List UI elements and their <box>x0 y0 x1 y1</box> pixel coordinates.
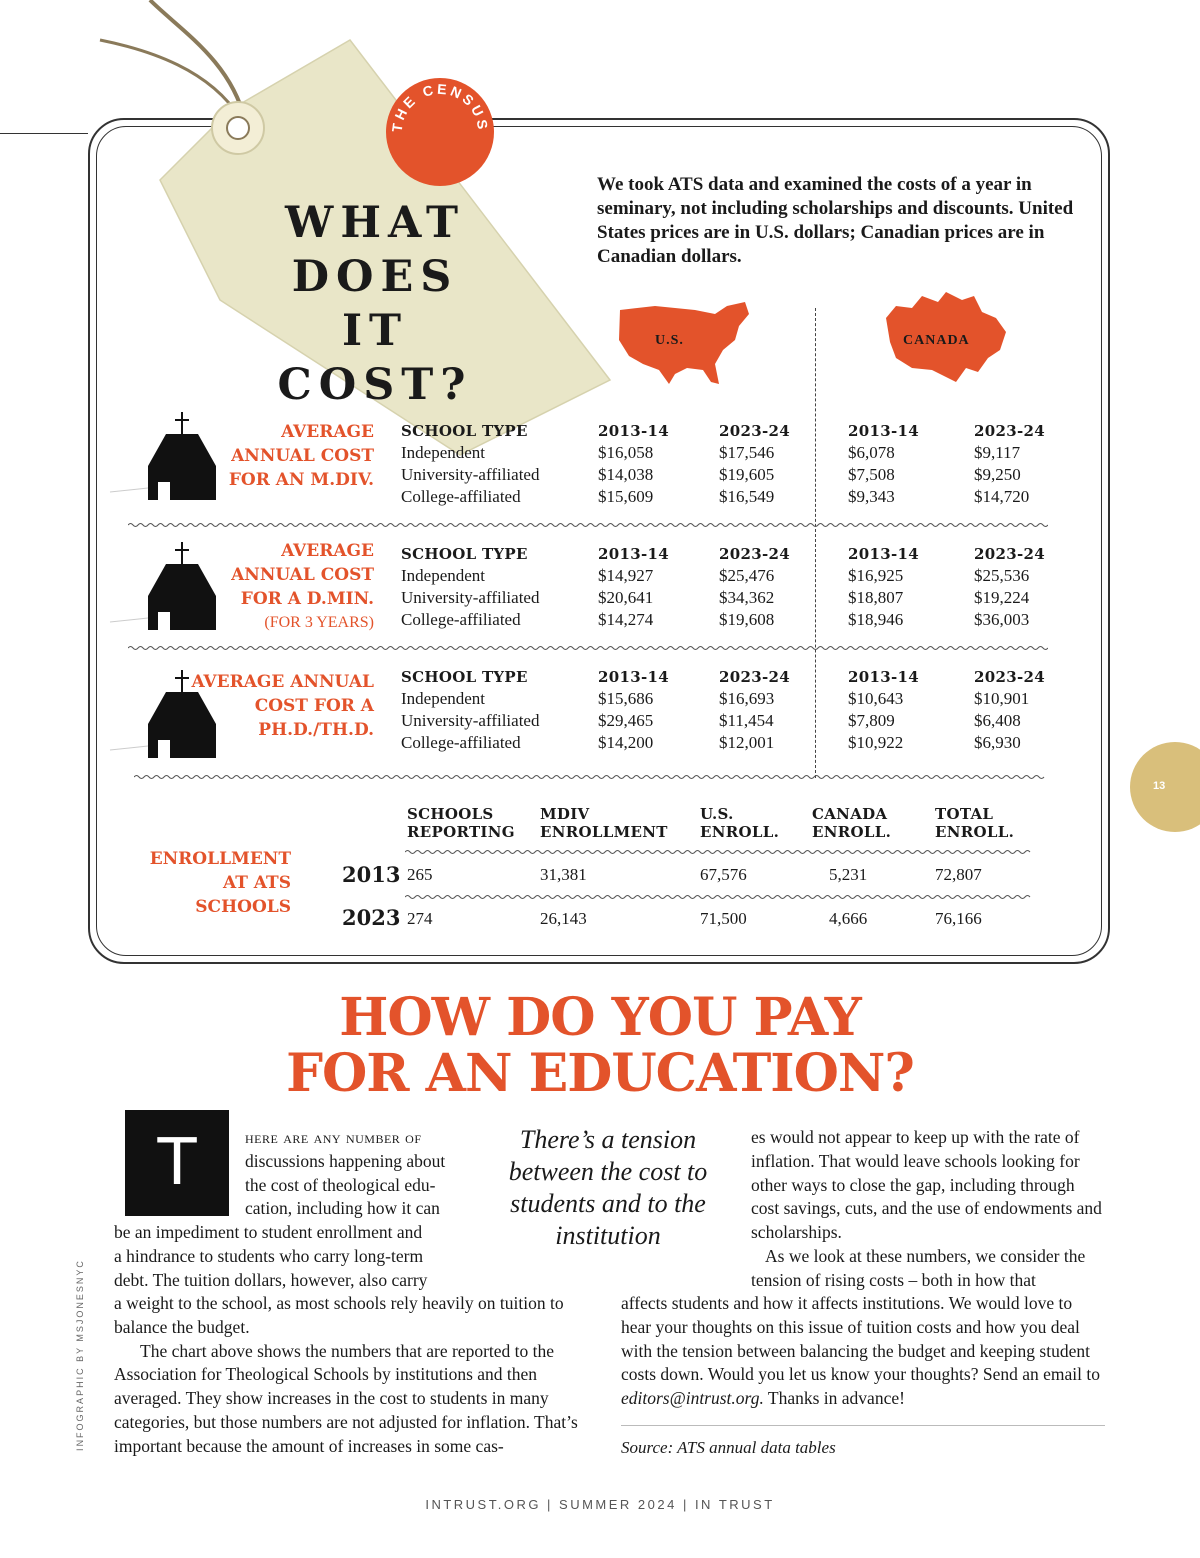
table-cell: 72,807 <box>935 865 982 884</box>
mdiv-section-label <box>200 420 374 492</box>
headline-line-1: HOW DO YOU PAY <box>339 987 861 1048</box>
table-cell: $16,693 <box>719 689 775 708</box>
table-cell: College-affiliated <box>401 733 521 752</box>
table-cell: $18,946 <box>848 610 904 629</box>
email-link[interactable]: editors@intrust.org. <box>621 1388 764 1409</box>
table-cell: $16,549 <box>719 487 775 506</box>
table-cell: $36,003 <box>974 610 1030 629</box>
table-cell: $12,001 <box>719 733 775 752</box>
side-credit: INFOGRAPHIC BY MSJONESNYC <box>75 1259 85 1451</box>
column-header: 2023-24 <box>719 422 790 440</box>
table-cell: 4,666 <box>829 909 868 928</box>
dmin-section-label <box>200 539 374 635</box>
year-2023: 2023 <box>342 905 401 930</box>
title-line-1: WHAT <box>285 198 465 248</box>
article-headline <box>0 987 1200 1104</box>
country-divider <box>815 308 816 778</box>
label-line: COST FOR A <box>254 696 374 716</box>
title-line-2: DOES IT <box>291 252 459 356</box>
table-cell: $10,901 <box>974 689 1030 708</box>
table-cell: $9,117 <box>974 443 1021 462</box>
table-cell: 26,143 <box>540 909 587 928</box>
dmin-ca-2023-col <box>974 543 1045 631</box>
page-title <box>250 196 500 412</box>
us-map-label: U.S. <box>655 333 684 348</box>
table-cell: $9,343 <box>848 487 895 506</box>
table-cell: Independent <box>401 566 486 585</box>
header-canada-enroll <box>812 805 891 841</box>
table-cell: $19,224 <box>974 588 1030 607</box>
column-header: 2013-14 <box>848 545 919 563</box>
source-note: Source: ATS annual data tables <box>621 1438 836 1457</box>
enrollment-label <box>140 847 291 919</box>
table-cell: College-affiliated <box>401 487 521 506</box>
table-cell: $14,274 <box>598 610 654 629</box>
label-line: SCHOOLS <box>195 897 291 917</box>
paragraph <box>621 1292 1105 1411</box>
paragraph: The chart above shows the numbers that are reported to the Association for Theological Schools by institutions and then averaged. They show increases in the cost to students in many categories, but those numbers are not adjusted for inflation. That’s important because the amount of increases in some cas- <box>114 1340 578 1456</box>
header-line: ENROLLMENT <box>540 823 668 841</box>
header-line: TOTAL <box>935 805 994 823</box>
phd-ca-2023-col <box>974 666 1045 754</box>
table-cell: University-affiliated <box>401 465 540 484</box>
table-cell: $19,608 <box>719 610 775 629</box>
source-rule <box>621 1425 1105 1426</box>
column-header: 2013-14 <box>848 422 919 440</box>
lead-text: here are any number of <box>245 1127 422 1147</box>
mdiv-ca-2013-col <box>848 420 919 508</box>
title-line-3: COST? <box>277 360 473 410</box>
column-header: 2023-24 <box>974 545 1045 563</box>
header-line: MDIV <box>540 805 590 823</box>
label-line: ENROLLMENT <box>149 849 291 869</box>
label-line: AVERAGE <box>281 541 374 561</box>
table-cell: $7,809 <box>848 711 895 730</box>
column-header: SCHOOL TYPE <box>401 668 528 686</box>
text-line: debt. The tuition dollars, however, also carry <box>114 1269 428 1290</box>
article-col3 <box>751 1126 1103 1293</box>
column-header: 2013-14 <box>848 668 919 686</box>
article-col1-indent <box>245 1126 485 1221</box>
page-number: 13 <box>1153 780 1166 792</box>
table-cell: $9,250 <box>974 465 1021 484</box>
header-line: ENROLL. <box>935 823 1015 841</box>
mdiv-school-type-col <box>401 420 539 508</box>
dmin-us-2023-col <box>719 543 790 631</box>
wavy-divider <box>128 645 1048 651</box>
header-schools-reporting <box>407 805 515 841</box>
text-line: the cost of theological edu- <box>245 1174 436 1195</box>
column-header: SCHOOL TYPE <box>401 422 528 440</box>
table-cell: $25,536 <box>974 566 1030 585</box>
column-header: 2023-24 <box>719 668 790 686</box>
paragraph: As we look at these numbers, we consider the tension of rising costs – both in how that <box>751 1245 1086 1290</box>
header-mdiv-enrollment <box>540 805 668 841</box>
table-cell: $11,454 <box>719 711 774 730</box>
table-cell: $25,476 <box>719 566 775 585</box>
table-cell: 67,576 <box>700 865 747 884</box>
label-line: ANNUAL COST <box>231 565 374 585</box>
table-cell: $29,465 <box>598 711 654 730</box>
pull-quote: There’s a tension between the cost to students and to the institution <box>508 1125 708 1250</box>
table-cell: Independent <box>401 443 486 462</box>
phd-section-label <box>190 670 374 742</box>
table-cell: $16,058 <box>598 443 654 462</box>
table-cell: $16,925 <box>848 566 904 585</box>
column-header: 2023-24 <box>974 668 1045 686</box>
table-cell: College-affiliated <box>401 610 521 629</box>
mdiv-us-2013-col <box>598 420 669 508</box>
label-line: AT ATS <box>222 873 291 893</box>
table-cell: $14,927 <box>598 566 654 585</box>
text-span: Thanks in advance! <box>763 1388 905 1409</box>
badge-text: THE CENSUS <box>388 80 492 133</box>
article-col3-wide <box>621 1292 1105 1411</box>
column-header: SCHOOL TYPE <box>401 545 528 563</box>
page-footer: INTRUST.ORG | SUMMER 2024 | IN TRUST <box>425 1497 775 1512</box>
wavy-divider <box>134 774 1048 780</box>
table-cell: $19,605 <box>719 465 775 484</box>
headline-line-2: FOR AN EDUCATION? <box>286 1043 914 1104</box>
text-line: cation, including how it can <box>245 1198 440 1219</box>
text-span: affects students and how it affects institutions. We would love to hear your thoughts on this issue of tuition costs and how you deal with the tension between balancing the budget and keeping student costs down. Would you let us know your thoughts? Send an email to <box>621 1293 1100 1385</box>
wavy-divider <box>128 522 1048 528</box>
header-line: SCHOOLS <box>407 805 494 823</box>
table-cell: $34,362 <box>719 588 775 607</box>
text-line: discussions happening about <box>245 1150 446 1171</box>
column-header: 2023-24 <box>719 545 790 563</box>
label-line: AVERAGE ANNUAL <box>191 672 374 692</box>
table-cell: $6,930 <box>974 733 1021 752</box>
column-header: 2013-14 <box>598 668 669 686</box>
column-header: 2023-24 <box>974 422 1045 440</box>
table-cell: $10,922 <box>848 733 904 752</box>
phd-ca-2013-col <box>848 666 919 754</box>
label-line: ANNUAL COST <box>231 446 374 466</box>
mdiv-ca-2023-col <box>974 420 1045 508</box>
dmin-school-type-col <box>401 543 539 631</box>
header-line: U.S. <box>700 805 734 823</box>
label-subline: (FOR 3 YEARS) <box>264 614 374 631</box>
label-line: FOR AN M.DIV. <box>228 470 374 490</box>
header-line: REPORTING <box>407 823 515 841</box>
table-cell: University-affiliated <box>401 588 540 607</box>
wavy-divider <box>405 849 1031 855</box>
table-cell: $17,546 <box>719 443 775 462</box>
drop-cap: T <box>125 1110 229 1216</box>
table-cell: $14,200 <box>598 733 654 752</box>
table-cell: 71,500 <box>700 909 747 928</box>
table-cell: University-affiliated <box>401 711 540 730</box>
article-col1-wide <box>114 1292 594 1459</box>
lead-in <box>245 1126 485 1150</box>
table-cell: 265 <box>407 865 433 884</box>
header-line: ENROLL. <box>812 823 892 841</box>
dmin-us-2013-col <box>598 543 669 631</box>
table-cell: 274 <box>407 909 433 928</box>
table-cell: 31,381 <box>540 865 587 884</box>
label-line: PH.D./TH.D. <box>258 720 374 740</box>
table-cell: $15,686 <box>598 689 654 708</box>
table-cell: 76,166 <box>935 909 982 928</box>
table-cell: 5,231 <box>829 865 868 884</box>
table-cell: $6,078 <box>848 443 895 462</box>
article-col1 <box>114 1221 486 1292</box>
paragraph: a weight to the school, as most schools rely heavily on tuition to balance the budget. <box>114 1293 564 1337</box>
table-cell: $20,641 <box>598 588 654 607</box>
label-line: FOR A D.MIN. <box>240 589 374 609</box>
header-line: ENROLL. <box>700 823 780 841</box>
phd-us-2023-col <box>719 666 790 754</box>
mdiv-us-2023-col <box>719 420 790 508</box>
header-line: CANADA <box>812 805 888 823</box>
year-2013: 2013 <box>342 862 401 887</box>
table-cell: $18,807 <box>848 588 904 607</box>
phd-school-type-col <box>401 666 539 754</box>
table-cell: $7,508 <box>848 465 895 484</box>
canada-map-label: CANADA <box>903 333 970 348</box>
us-map-icon <box>615 300 755 390</box>
census-badge <box>380 68 500 188</box>
table-cell: $6,408 <box>974 711 1021 730</box>
table-cell: $15,609 <box>598 487 654 506</box>
column-header: 2013-14 <box>598 545 669 563</box>
phd-us-2013-col <box>598 666 669 754</box>
text-line: a hindrance to students who carry long-term <box>114 1245 424 1266</box>
wavy-divider <box>405 894 1031 900</box>
header-total-enroll <box>935 805 1014 841</box>
top-rule <box>0 133 88 134</box>
table-cell: $10,643 <box>848 689 904 708</box>
column-header: 2013-14 <box>598 422 669 440</box>
table-cell: $14,038 <box>598 465 654 484</box>
text-line: be an impediment to student enrollment and <box>114 1222 423 1242</box>
table-cell: $14,720 <box>974 487 1030 506</box>
dmin-ca-2013-col <box>848 543 919 631</box>
intro-text: We took ATS data and examined the costs of a year in seminary, not including scholarships and discounts. United States prices are in U.S. dollars; Canadian prices are in Canadian dollars. <box>597 174 1074 267</box>
table-cell: Independent <box>401 689 486 708</box>
paragraph: es would not appear to keep up with the rate of inflation. That would leave schools looking for other ways to close the gap, including through cost savings, cuts, and the use of endowments and scholarships. <box>751 1127 1102 1243</box>
header-us-enroll <box>700 805 779 841</box>
label-line: AVERAGE <box>281 422 374 442</box>
